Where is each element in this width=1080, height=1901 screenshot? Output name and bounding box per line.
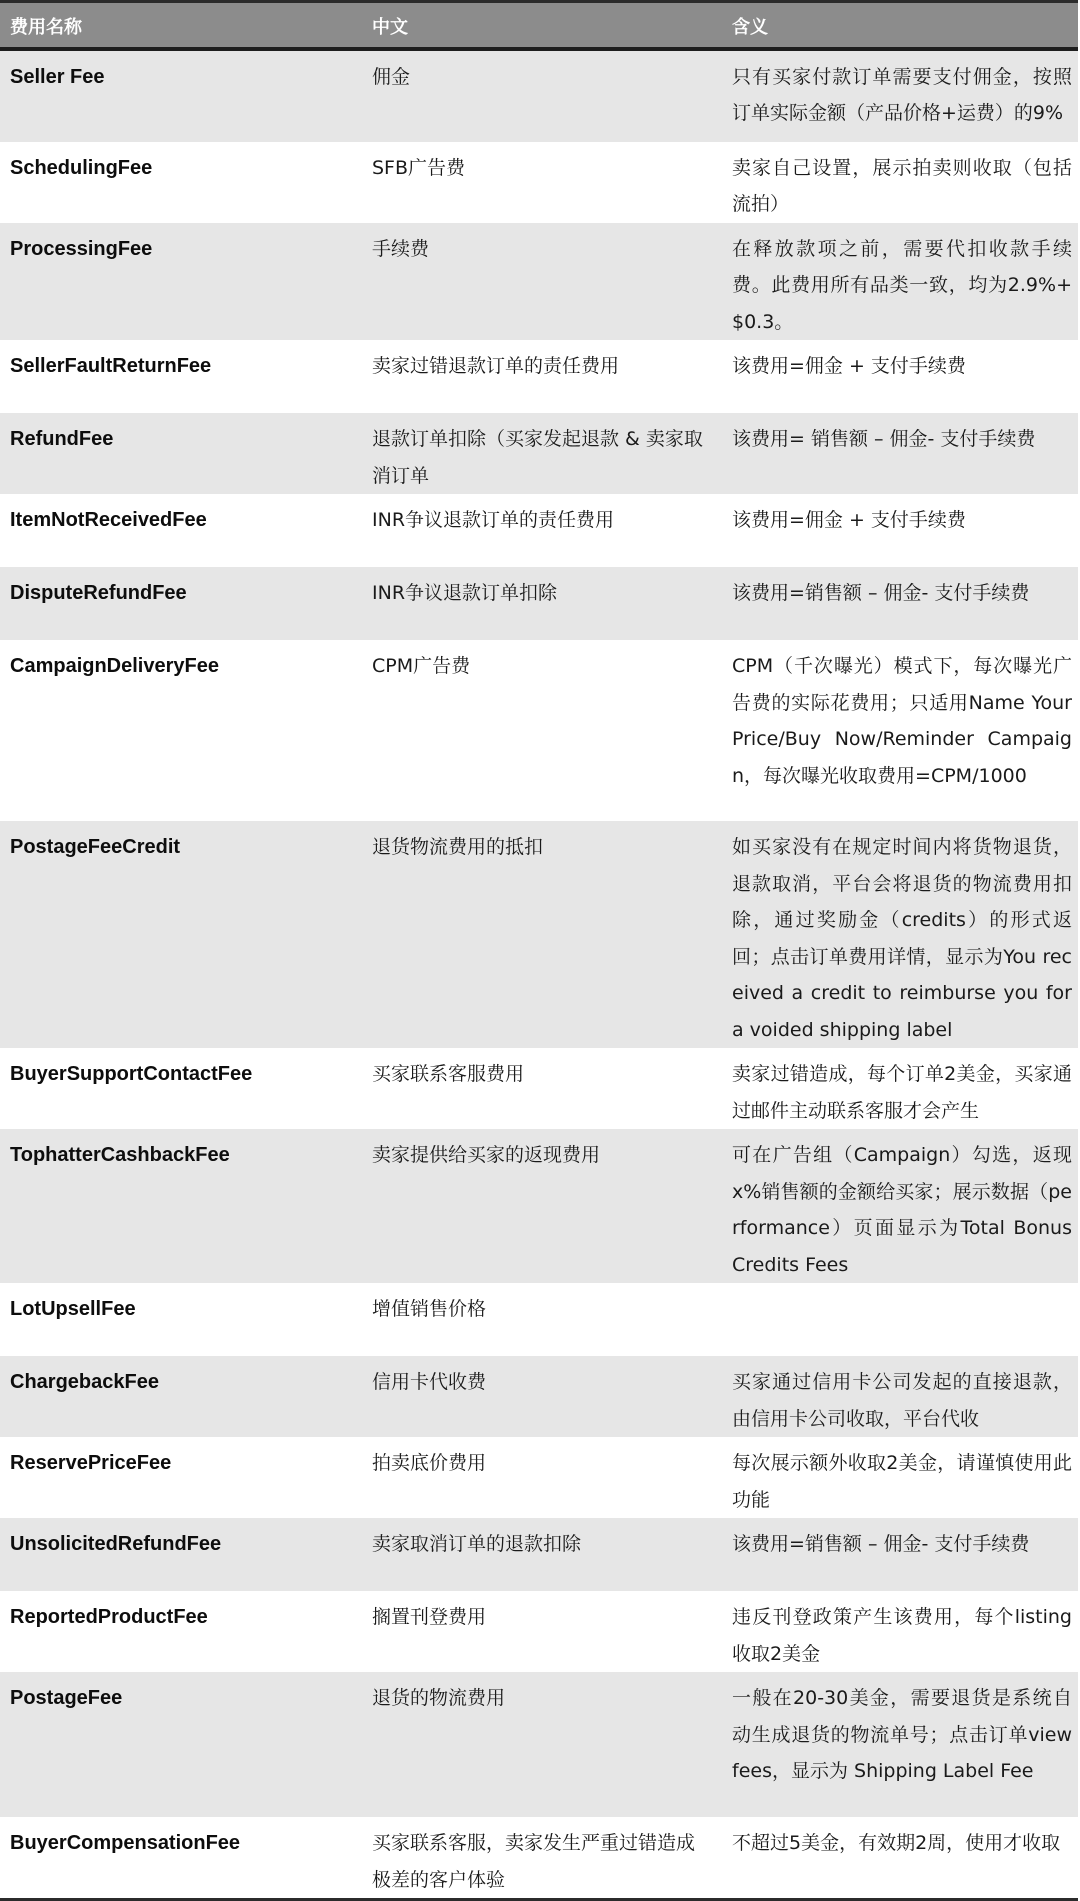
fee-chinese-cell: 卖家取消订单的退款扣除 <box>362 1518 722 1591</box>
fee-chinese-cell: SFB广告费 <box>362 142 722 223</box>
table-row <box>0 567 1078 640</box>
table-row <box>0 1048 1078 1129</box>
fee-meaning-cell: 该费用=销售额 – 佣金- 支付手续费 <box>722 567 1078 640</box>
column-header-meaning: 含义 <box>722 2 1078 49</box>
fee-meaning-cell: 违反刊登政策产生该费用，每个listing收取2美金 <box>722 1591 1078 1672</box>
fee-chinese-cell: 手续费 <box>362 223 722 341</box>
table-row <box>0 49 1078 142</box>
table-row <box>0 494 1078 567</box>
fee-chinese-cell: 增值销售价格 <box>362 1283 722 1356</box>
table-row <box>0 142 1078 223</box>
fee-name-cell: ReportedProductFee <box>0 1591 362 1672</box>
fee-meaning-cell: 可在广告组（Campaign）勾选，返现x%销售额的金额给买家；展示数据（performance）页面显示为Total Bonus Credits Fees <box>722 1129 1078 1283</box>
fee-name-cell: LotUpsellFee <box>0 1283 362 1356</box>
fee-name-cell: ChargebackFee <box>0 1356 362 1437</box>
fee-chinese-cell: 买家联系客服费用 <box>362 1048 722 1129</box>
fee-name-cell: DisputeRefundFee <box>0 567 362 640</box>
fee-name-cell: BuyerSupportContactFee <box>0 1048 362 1129</box>
table-row <box>0 340 1078 413</box>
fee-name-cell: Seller Fee <box>0 49 362 142</box>
fee-meaning-cell: CPM（千次曝光）模式下，每次曝光广告费的实际花费用；只适用Name Your Price/Buy Now/Reminder Campaign，每次曝光收取费用=CPM/1000 <box>722 640 1078 821</box>
fee-chinese-cell: 卖家提供给买家的返现费用 <box>362 1129 722 1283</box>
fee-name-cell: PostageFeeCredit <box>0 821 362 1048</box>
fee-chinese-cell: INR争议退款订单的责任费用 <box>362 494 722 567</box>
fee-meaning-cell: 不超过5美金，有效期2周，使用才收取 <box>722 1817 1078 1900</box>
fee-name-cell: UnsolicitedRefundFee <box>0 1518 362 1591</box>
fee-chinese-cell: 卖家过错退款订单的责任费用 <box>362 340 722 413</box>
fee-chinese-cell: 拍卖底价费用 <box>362 1437 722 1518</box>
fee-name-cell: ItemNotReceivedFee <box>0 494 362 567</box>
fee-meaning-cell: 该费用=销售额 – 佣金- 支付手续费 <box>722 1518 1078 1591</box>
table-row <box>0 1129 1078 1283</box>
fee-meaning-cell <box>722 1283 1078 1356</box>
fee-meaning-cell: 一般在20-30美金，需要退货是系统自动生成退货的物流单号；点击订单view fees，显示为 Shipping Label Fee <box>722 1672 1078 1817</box>
table-row <box>0 821 1078 1048</box>
fee-name-cell: SchedulingFee <box>0 142 362 223</box>
table-row <box>0 1518 1078 1591</box>
table-row <box>0 413 1078 494</box>
fee-meaning-cell: 卖家自己设置，展示拍卖则收取（包括流拍） <box>722 142 1078 223</box>
fee-meaning-cell: 在释放款项之前，需要代扣收款手续费。此费用所有品类一致，均为2.9%+$0.3。 <box>722 223 1078 341</box>
fee-meaning-cell: 卖家过错造成，每个订单2美金，买家通过邮件主动联系客服才会产生 <box>722 1048 1078 1129</box>
fee-meaning-cell: 每次展示额外收取2美金，请谨慎使用此功能 <box>722 1437 1078 1518</box>
column-header-chinese: 中文 <box>362 2 722 49</box>
fee-name-cell: PostageFee <box>0 1672 362 1817</box>
table-header-row <box>0 2 1078 49</box>
fee-meaning-cell: 只有买家付款订单需要支付佣金，按照订单实际金额（产品价格+运费）的9% <box>722 49 1078 142</box>
fee-meaning-cell: 该费用=佣金 + 支付手续费 <box>722 340 1078 413</box>
fee-chinese-cell: INR争议退款订单扣除 <box>362 567 722 640</box>
fee-meaning-cell: 该费用= 销售额 – 佣金- 支付手续费 <box>722 413 1078 494</box>
fee-chinese-cell: 退款订单扣除（买家发起退款 & 卖家取消订单 <box>362 413 722 494</box>
fee-name-cell: ProcessingFee <box>0 223 362 341</box>
table-row <box>0 1356 1078 1437</box>
column-header-fee-name: 费用名称 <box>0 2 362 49</box>
table-row <box>0 1672 1078 1817</box>
fee-name-cell: ReservePriceFee <box>0 1437 362 1518</box>
fee-meaning-cell: 该费用=佣金 + 支付手续费 <box>722 494 1078 567</box>
fee-name-cell: CampaignDeliveryFee <box>0 640 362 821</box>
table-row <box>0 1591 1078 1672</box>
fee-chinese-cell: CPM广告费 <box>362 640 722 821</box>
table-row <box>0 1437 1078 1518</box>
fee-name-cell: BuyerCompensationFee <box>0 1817 362 1900</box>
table-row <box>0 223 1078 341</box>
fee-chinese-cell: 退货物流费用的抵扣 <box>362 821 722 1048</box>
fee-meaning-cell: 买家通过信用卡公司发起的直接退款，由信用卡公司收取，平台代收 <box>722 1356 1078 1437</box>
table-row <box>0 1283 1078 1356</box>
fee-chinese-cell: 买家联系客服，卖家发生严重过错造成极差的客户体验 <box>362 1817 722 1900</box>
fee-name-cell: SellerFaultReturnFee <box>0 340 362 413</box>
table-row <box>0 1817 1078 1900</box>
fee-chinese-cell: 佣金 <box>362 49 722 142</box>
fee-name-cell: RefundFee <box>0 413 362 494</box>
fee-name-cell: TophatterCashbackFee <box>0 1129 362 1283</box>
fee-chinese-cell: 搁置刊登费用 <box>362 1591 722 1672</box>
fee-chinese-cell: 退货的物流费用 <box>362 1672 722 1817</box>
table-row <box>0 640 1078 821</box>
fee-meaning-cell: 如买家没有在规定时间内将货物退货，退款取消，平台会将退货的物流费用扣除，通过奖励金（credits）的形式返回；点击订单费用详情，显示为You received a credit to reimburse you for a voided shipping label <box>722 821 1078 1048</box>
fee-chinese-cell: 信用卡代收费 <box>362 1356 722 1437</box>
